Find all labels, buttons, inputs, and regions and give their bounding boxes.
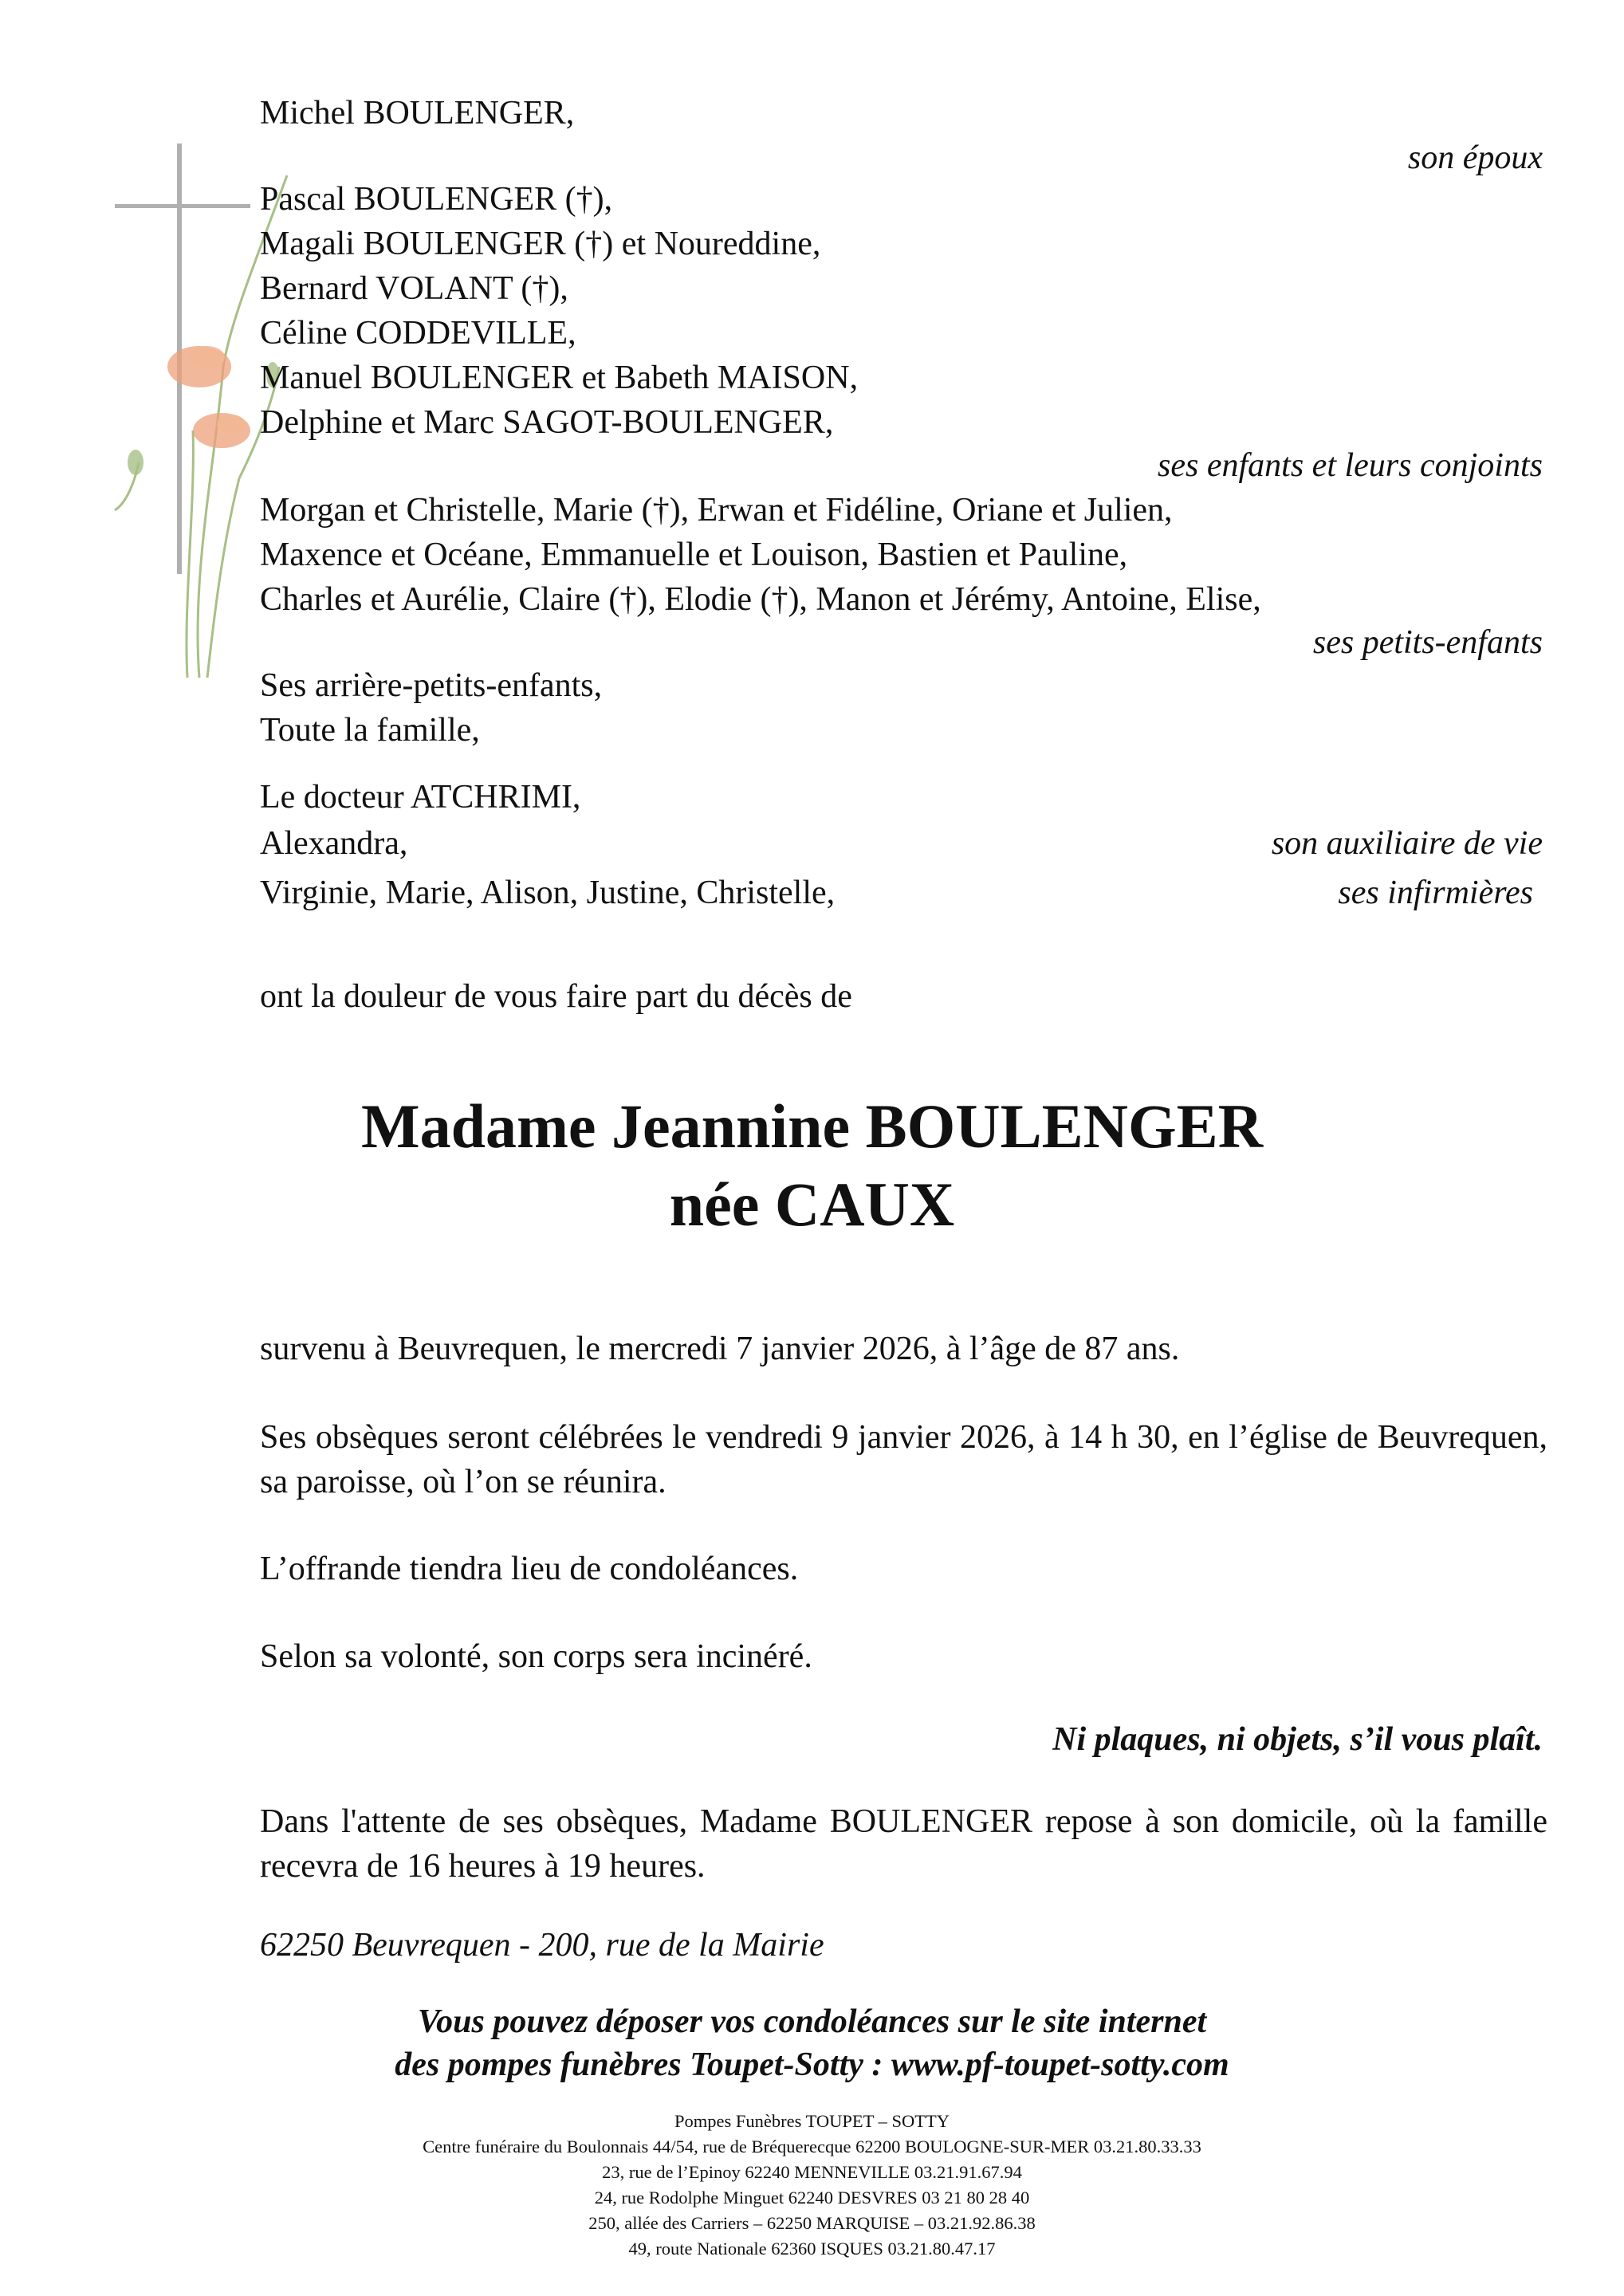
cremation-note: Selon sa volonté, son corps sera incinéré.: [260, 1638, 812, 1675]
footer-line: Centre funéraire du Boulonnais 44/54, rue de Bréquerecque 62200 BOULOGNE-SUR-MER 03.21.80.33.33: [423, 2137, 1201, 2156]
footer-line: 250, allée des Carriers – 62250 MARQUISE – 03.21.92.86.38: [588, 2213, 1036, 2233]
children-role: ses enfants et leurs conjoints: [1158, 447, 1543, 484]
website-notice-line: Vous pouvez déposer vos condoléances sur le site internet: [417, 2003, 1207, 2040]
child-line: Bernard VOLANT (†),: [260, 270, 568, 307]
spouse-role: son époux: [1407, 140, 1543, 176]
home-address: 62250 Beuvrequen - 200, rue de la Mairie: [260, 1927, 824, 1964]
child-line: Delphine et Marc SAGOT-BOULENGER,: [260, 404, 834, 441]
doctor-name: Le docteur ATCHRIMI,: [260, 779, 581, 816]
child-line: Pascal BOULENGER (†),: [260, 181, 613, 218]
deceased-birth-name: née CAUX: [669, 1170, 955, 1239]
aide-name: Alexandra,: [260, 825, 408, 862]
child-line: Céline CODDEVILLE,: [260, 315, 576, 352]
announcement: ont la douleur de vous faire part du décès de: [260, 978, 852, 1015]
grandchildren-role: ses petits-enfants: [1312, 624, 1543, 661]
funeral-details: Ses obsèques seront célébrées le vendredi 9 janvier 2026, à 14 h 30, en l’église de Beuvrequen, sa paroisse, où l’on se réunira.: [260, 1419, 1547, 1500]
footer-line: 24, rue Rodolphe Minguet 62240 DESVRES 03 21 80 28 40: [594, 2188, 1030, 2208]
child-line: Manuel BOULENGER et Babeth MAISON,: [260, 360, 859, 396]
death-details: survenu à Beuvrequen, le mercredi 7 janvier 2026, à l’âge de 87 ans.: [260, 1331, 1180, 1367]
footer-line: 23, rue de l’Epinoy 62240 MENNEVILLE 03.21.91.67.94: [602, 2162, 1022, 2182]
great-grandchildren: Ses arrière-petits-enfants,: [260, 667, 603, 704]
grandchildren-line: Morgan et Christelle, Marie (†), Erwan et Fidéline, Oriane et Julien,: [260, 492, 1173, 529]
whole-family: Toute la famille,: [260, 712, 480, 749]
spouse-name: Michel BOULENGER,: [260, 95, 575, 132]
nurses-names: Virginie, Marie, Alison, Justine, Christelle,: [260, 875, 836, 911]
deceased-name: Madame Jeannine BOULENGER: [360, 1091, 1264, 1161]
footer-line: Pompes Funèbres TOUPET – SOTTY: [674, 2111, 950, 2131]
visitation-details: Dans l'attente de ses obsèques, Madame BOULENGER repose à son domicile, où la famille recevra de 16 heures à 19 heures.: [260, 1803, 1547, 1885]
grandchildren-line: Maxence et Océane, Emmanuelle et Louison, Bastien et Pauline,: [260, 537, 1128, 573]
poppy-flowers: [128, 346, 279, 475]
nurses-role: ses infirmières: [1338, 875, 1533, 911]
footer-line: 49, route Nationale 62360 ISQUES 03.21.80.47.17: [628, 2239, 996, 2259]
aide-role: son auxiliaire de vie: [1271, 825, 1543, 862]
website-notice-line: des pompes funèbres Toupet-Sotty : www.pf-toupet-sotty.com: [395, 2046, 1229, 2083]
child-line: Magali BOULENGER (†) et Noureddine,: [260, 226, 821, 262]
offering-note: L’offrande tiendra lieu de condoléances.: [260, 1551, 799, 1587]
grandchildren-line: Charles et Aurélie, Claire (†), Elodie (†), Manon et Jérémy, Antoine, Elise,: [260, 581, 1261, 618]
no-plaques-note: Ni plaques, ni objets, s’il vous plaît.: [1052, 1721, 1543, 1758]
